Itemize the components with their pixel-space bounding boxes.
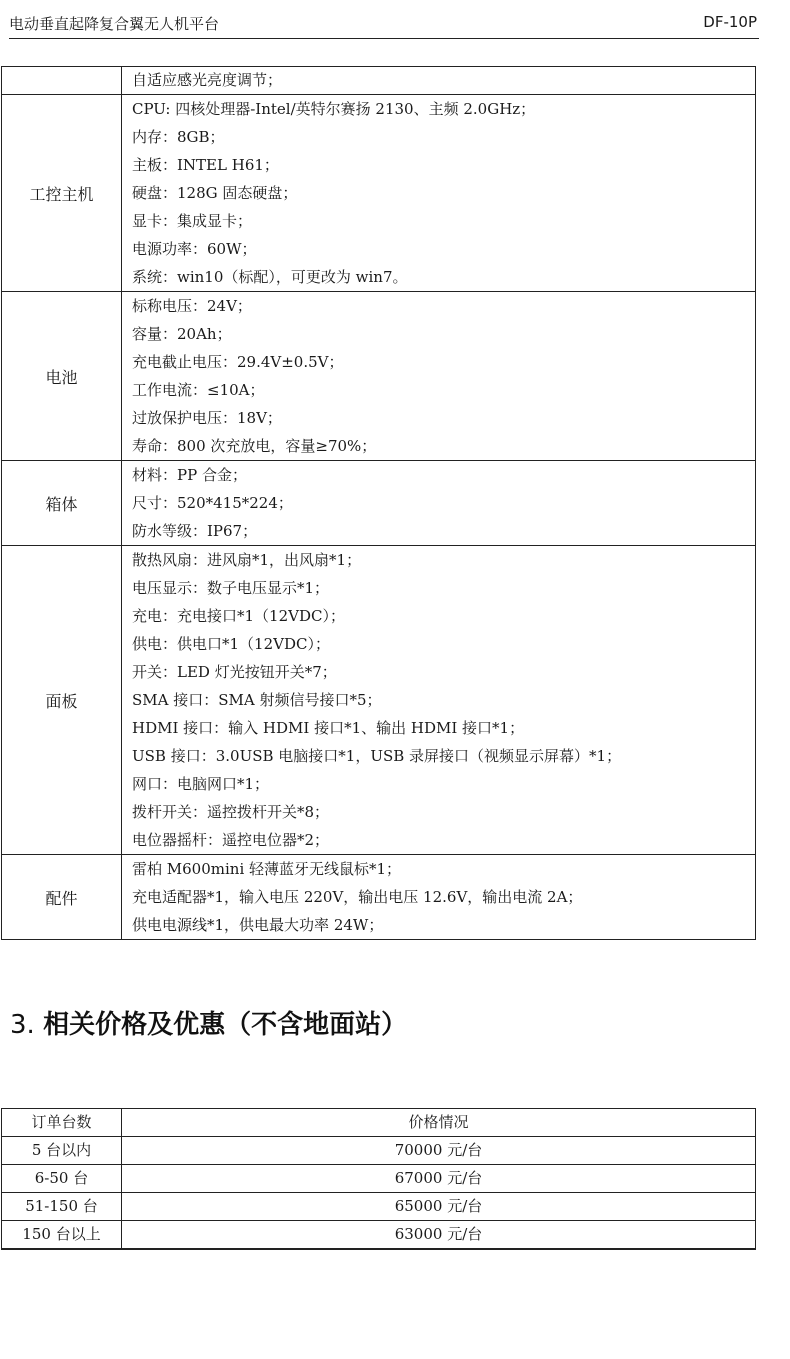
spec-item: HDMI 接口：输入 HDMI 接口*1、输出 HDMI 接口*1；: [132, 719, 525, 737]
spec-row: [2, 67, 756, 95]
spec-item: 充电截止电压：29.4V±0.5V；: [132, 353, 344, 371]
spec-items: [122, 95, 756, 292]
spec-row: [2, 95, 756, 292]
spec-row: [2, 546, 756, 855]
spec-items: [122, 461, 756, 546]
spec-item: 充电适配器*1，输入电压 220V，输出电压 12.6V，输出电流 2A；: [132, 888, 583, 906]
price-row: [2, 1221, 756, 1250]
spec-item: 供电：供电口*1（12VDC）；: [132, 635, 330, 653]
spec-item: 雷柏 M600mini 轻薄蓝牙无线鼠标*1；: [132, 860, 402, 878]
spec-item: 防水等级：IP67；: [132, 522, 258, 540]
spec-item: 容量：20Ah；: [132, 325, 232, 343]
price-table: [1, 1108, 756, 1250]
spec-category: 配件: [2, 855, 122, 940]
spec-category: 工控主机: [2, 95, 122, 292]
spec-item: 显卡：集成显卡；: [132, 212, 253, 230]
spec-item: 充电：充电接口*1（12VDC）；: [132, 607, 345, 625]
page-header: [9, 10, 759, 39]
spec-category: 电池: [2, 292, 122, 461]
spec-table: [1, 66, 756, 940]
spec-item: 寿命：800 次充放电，容量≥70%；: [132, 437, 377, 455]
price-row: [2, 1165, 756, 1193]
spec-category: 箱体: [2, 461, 122, 546]
spec-item: 内存：8GB；: [132, 128, 225, 146]
spec-item: 供电电源线*1，供电最大功率 24W；: [132, 916, 384, 934]
spec-row: [2, 855, 756, 940]
price-row: [2, 1137, 756, 1165]
spec-item: 散热风扇：进风扇*1，出风扇*1；: [132, 551, 362, 569]
spec-item: 标称电压：24V；: [132, 297, 252, 315]
spec-item: USB 接口：3.0USB 电脑接口*1，USB 录屏接口（视频显示屏幕）*1；: [132, 747, 622, 765]
spec-item: 电压显示：数子电压显示*1；: [132, 579, 330, 597]
spec-item: 自适应感光亮度调节；: [132, 71, 283, 89]
spec-items: [122, 292, 756, 461]
header-title: 电动垂直起降复合翼无人机平台: [9, 15, 220, 33]
spec-item: CPU: 四核处理器-Intel/英特尔赛扬 2130、主频 2.0GHz；: [132, 100, 536, 118]
spec-item: 网口：电脑网口*1；: [132, 775, 270, 793]
section-number: 3.: [10, 1010, 35, 1040]
spec-item: 硬盘：128G 固态硬盘；: [132, 184, 298, 202]
unit-price: 65000 元/台: [122, 1193, 756, 1221]
spec-item: 系统：win10（标配），可更改为 win7。: [132, 268, 408, 286]
spec-category: 面板: [2, 546, 122, 855]
order-quantity: 150 台以上: [2, 1221, 122, 1250]
spec-item: 电源功率：60W；: [132, 240, 257, 258]
price-header-cell: 价格情况: [122, 1109, 756, 1137]
spec-item: 尺寸：520*415*224；: [132, 494, 293, 512]
spec-row: [2, 461, 756, 546]
spec-items: [122, 855, 756, 940]
spec-item: 工作电流：≤10A；: [132, 381, 265, 399]
section-heading: 相关价格及优惠（不含地面站）: [43, 1010, 408, 1040]
header-model: DF-10P: [703, 13, 757, 31]
price-header-row: [2, 1109, 756, 1137]
spec-item: 材料：PP 合金；: [132, 466, 247, 484]
order-quantity: 5 台以内: [2, 1137, 122, 1165]
spec-item: 开关：LED 灯光按钮开关*7；: [132, 663, 337, 681]
unit-price: 70000 元/台: [122, 1137, 756, 1165]
spec-category: [2, 67, 122, 95]
section-title: [10, 1004, 407, 1041]
unit-price: 67000 元/台: [122, 1165, 756, 1193]
price-header-cell: 订单台数: [2, 1109, 122, 1137]
spec-item: 电位器摇杆：遥控电位器*2；: [132, 831, 330, 849]
spec-item: 主板：INTEL H61；: [132, 156, 279, 174]
unit-price: 63000 元/台: [122, 1221, 756, 1250]
order-quantity: 51-150 台: [2, 1193, 122, 1221]
spec-items: [122, 67, 756, 95]
spec-item: 拨杆开关：遥控拨杆开关*8；: [132, 803, 330, 821]
spec-item: SMA 接口：SMA 射频信号接口*5；: [132, 691, 382, 709]
spec-items: [122, 546, 756, 855]
price-row: [2, 1193, 756, 1221]
spec-item: 过放保护电压：18V；: [132, 409, 282, 427]
order-quantity: 6-50 台: [2, 1165, 122, 1193]
spec-row: [2, 292, 756, 461]
